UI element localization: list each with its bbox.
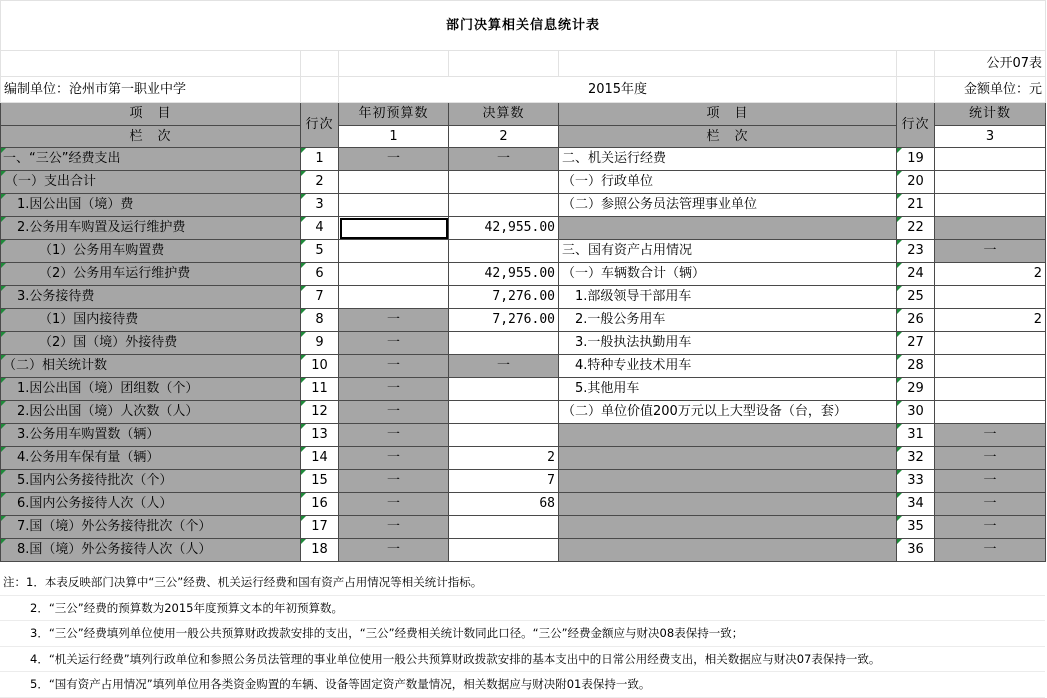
right-row-line-no[interactable]: 35 [897, 516, 935, 539]
right-row-line-no[interactable]: 25 [897, 286, 935, 309]
left-row-label[interactable]: （2）公务用车运行维护费 [1, 263, 301, 286]
final-amount-cell[interactable]: 7,276.00 [449, 309, 559, 332]
cell[interactable] [897, 51, 935, 77]
right-row-label[interactable] [559, 424, 897, 447]
right-row-label[interactable] [559, 539, 897, 562]
table-row [1, 217, 1046, 240]
left-row-line-no[interactable]: 3 [301, 194, 339, 217]
note-line: 注：1．本表反映部门决算中“三公”经费、机关运行经费和国有资产占用情况等相关统计指标。 [0, 570, 1045, 596]
left-row-line-no[interactable]: 18 [301, 539, 339, 562]
right-row-label[interactable]: 2.一般公务用车 [559, 309, 897, 332]
stat-count-cell[interactable]: 一 [935, 240, 1046, 263]
right-row-line-no[interactable]: 20 [897, 171, 935, 194]
final-amount-cell[interactable] [449, 194, 559, 217]
right-row-label[interactable]: 1.部级领导干部用车 [559, 286, 897, 309]
budget-cell[interactable]: 一 [339, 401, 449, 424]
left-row-line-no[interactable]: 13 [301, 424, 339, 447]
stat-count-cell[interactable] [935, 148, 1046, 171]
right-row-line-no[interactable]: 21 [897, 194, 935, 217]
left-row-line-no[interactable]: 4 [301, 217, 339, 240]
budget-cell[interactable]: 一 [339, 516, 449, 539]
right-row-label[interactable] [559, 516, 897, 539]
sheet-title: 部门决算相关信息统计表 [1, 1, 1046, 51]
budget-cell[interactable]: 一 [339, 470, 449, 493]
table-row [1, 378, 1046, 401]
right-row-line-no[interactable]: 19 [897, 148, 935, 171]
currency-label[interactable]: 金额单位：元 [935, 77, 1046, 103]
right-row-line-no[interactable]: 28 [897, 355, 935, 378]
header-stat-count[interactable]: 统计数 [935, 103, 1046, 126]
header-line-no[interactable]: 行次 [301, 103, 339, 148]
final-amount-cell[interactable]: 68 [449, 493, 559, 516]
final-amount-cell[interactable]: 42,955.00 [449, 263, 559, 286]
budget-cell[interactable]: 一 [339, 447, 449, 470]
budget-cell[interactable] [339, 263, 449, 286]
left-row-line-no[interactable]: 14 [301, 447, 339, 470]
table-row [1, 447, 1046, 470]
left-row-label[interactable]: 8.国（境）外公务接待人次（人） [1, 539, 301, 562]
table-row [1, 493, 1046, 516]
left-row-label[interactable]: 4.公务用车保有量（辆） [1, 447, 301, 470]
right-row-line-no[interactable]: 31 [897, 424, 935, 447]
cell[interactable] [897, 77, 935, 103]
budget-cell[interactable]: 一 [339, 539, 449, 562]
right-row-label[interactable]: 二、机关运行经费 [559, 148, 897, 171]
table-row [1, 332, 1046, 355]
right-row-label[interactable] [559, 470, 897, 493]
cell[interactable] [301, 77, 339, 103]
right-row-line-no[interactable]: 27 [897, 332, 935, 355]
header-item[interactable]: 项 目 [1, 103, 301, 126]
cell[interactable] [559, 51, 897, 77]
right-row-label[interactable]: （一）车辆数合计（辆） [559, 263, 897, 286]
right-row-label[interactable]: （二）参照公务员法管理事业单位 [559, 194, 897, 217]
right-row-label[interactable]: 5.其他用车 [559, 378, 897, 401]
left-row-label[interactable]: 2.因公出国（境）人次数（人） [1, 401, 301, 424]
table-row [1, 309, 1046, 332]
cell[interactable] [1, 51, 301, 77]
left-row-label[interactable]: （2）国（境）外接待费 [1, 332, 301, 355]
final-amount-cell[interactable]: 7,276.00 [449, 286, 559, 309]
right-row-label[interactable]: 3.一般执法执勤用车 [559, 332, 897, 355]
budget-cell[interactable]: 一 [339, 493, 449, 516]
left-row-label[interactable]: （二）相关统计数 [1, 355, 301, 378]
year-label[interactable]: 2015年度 [339, 77, 897, 103]
final-amount-cell[interactable]: 2 [449, 447, 559, 470]
note-line: 2．“三公”经费的预算数为2015年度预算文本的年初预算数。 [0, 596, 1045, 622]
unit-label[interactable]: 编制单位：沧州市第一职业中学 [1, 77, 301, 103]
header-budget-begin[interactable]: 年初预算数 [339, 103, 449, 126]
final-amount-cell[interactable]: 一 [449, 148, 559, 171]
table-row [1, 516, 1046, 539]
stat-count-cell[interactable] [935, 332, 1046, 355]
right-row-line-no[interactable]: 26 [897, 309, 935, 332]
stat-count-cell[interactable]: 一 [935, 424, 1046, 447]
left-row-label[interactable]: 1.因公出国（境）费 [1, 194, 301, 217]
table-row [1, 148, 1046, 171]
right-row-line-no[interactable]: 23 [897, 240, 935, 263]
note-line: 4．“机关运行经费”填列行政单位和参照公务员法管理的事业单位使用一般公共预算财政拨款安排的基本支出中的日常公用经费支出，相关数据应与财决07表保持一致。 [0, 647, 1045, 673]
left-row-label[interactable]: 3.公务用车购置数（辆） [1, 424, 301, 447]
table-row [1, 539, 1046, 562]
table-row [1, 240, 1046, 263]
left-row-line-no[interactable]: 5 [301, 240, 339, 263]
final-amount-cell[interactable] [449, 539, 559, 562]
header-line-no-right[interactable]: 行次 [897, 103, 935, 148]
right-row-label[interactable]: 4.特种专业技术用车 [559, 355, 897, 378]
right-row-line-no[interactable]: 24 [897, 263, 935, 286]
table-row [1, 401, 1046, 424]
final-amount-cell[interactable]: 7 [449, 470, 559, 493]
stat-count-cell[interactable] [935, 171, 1046, 194]
budget-cell[interactable] [339, 194, 449, 217]
cell[interactable] [301, 51, 339, 77]
left-row-line-no[interactable]: 17 [301, 516, 339, 539]
table-row [1, 286, 1046, 309]
left-row-label[interactable]: 5.国内公务接待批次（个） [1, 470, 301, 493]
right-row-line-no[interactable]: 33 [897, 470, 935, 493]
left-row-line-no[interactable]: 8 [301, 309, 339, 332]
stat-count-cell[interactable] [935, 401, 1046, 424]
form-code[interactable]: 公开07表 [935, 51, 1046, 77]
left-row-line-no[interactable]: 1 [301, 148, 339, 171]
final-amount-cell[interactable] [449, 401, 559, 424]
budget-cell[interactable]: 一 [339, 332, 449, 355]
left-row-label[interactable]: 1.因公出国（境）团组数（个） [1, 378, 301, 401]
stat-count-cell[interactable]: 一 [935, 493, 1046, 516]
budget-cell[interactable]: 一 [339, 378, 449, 401]
stat-count-cell[interactable] [935, 286, 1046, 309]
header-col3[interactable]: 3 [935, 126, 1046, 148]
final-amount-cell[interactable] [449, 378, 559, 401]
left-row-label[interactable]: 7.国（境）外公务接待批次（个） [1, 516, 301, 539]
budget-cell[interactable] [339, 171, 449, 194]
stat-count-cell[interactable]: 一 [935, 470, 1046, 493]
stat-count-cell[interactable]: 一 [935, 516, 1046, 539]
budget-cell[interactable]: 一 [339, 309, 449, 332]
table-row [1, 194, 1046, 217]
header-col1[interactable]: 1 [339, 126, 449, 148]
left-row-label[interactable]: 3.公务接待费 [1, 286, 301, 309]
stat-count-cell[interactable]: 一 [935, 447, 1046, 470]
left-row-line-no[interactable]: 12 [301, 401, 339, 424]
budget-cell[interactable]: 一 [339, 424, 449, 447]
stat-count-cell[interactable] [935, 355, 1046, 378]
notes-block [0, 570, 1045, 698]
table-row [1, 171, 1046, 194]
left-row-label[interactable]: 2.公务用车购置及运行维护费 [1, 217, 301, 240]
note-line: 3．“三公”经费填列单位使用一般公共预算财政拨款安排的支出，“三公”经费相关统计数同此口径。“三公”经费金额应与财决08表保持一致； [0, 621, 1045, 647]
right-row-label[interactable]: 三、国有资产占用情况 [559, 240, 897, 263]
right-row-line-no[interactable]: 36 [897, 539, 935, 562]
stat-count-cell[interactable] [935, 217, 1046, 240]
right-row-line-no[interactable]: 29 [897, 378, 935, 401]
right-row-line-no[interactable]: 30 [897, 401, 935, 424]
note-line: 5．“国有资产占用情况”填列单位用各类资金购置的车辆、设备等固定资产数量情况，相关数据应与财决附01表保持一致。 [0, 672, 1045, 698]
header-final-amount[interactable]: 决算数 [449, 103, 559, 126]
stat-count-cell[interactable] [935, 378, 1046, 401]
left-row-line-no[interactable]: 15 [301, 470, 339, 493]
left-row-label[interactable]: （一）支出合计 [1, 171, 301, 194]
right-row-line-no[interactable]: 34 [897, 493, 935, 516]
header-item-right[interactable]: 项 目 [559, 103, 897, 126]
final-amount-cell[interactable] [449, 424, 559, 447]
stat-count-cell[interactable]: 一 [935, 539, 1046, 562]
cell[interactable] [449, 51, 559, 77]
right-row-label[interactable]: （二）单位价值200万元以上大型设备（台，套） [559, 401, 897, 424]
left-row-line-no[interactable]: 2 [301, 171, 339, 194]
stat-count-cell[interactable]: 2 [935, 263, 1046, 286]
header-column-right[interactable]: 栏 次 [559, 126, 897, 148]
right-row-label[interactable] [559, 493, 897, 516]
budget-cell[interactable] [339, 240, 449, 263]
final-amount-cell[interactable] [449, 516, 559, 539]
table-row [1, 424, 1046, 447]
right-row-line-no[interactable]: 22 [897, 217, 935, 240]
cell[interactable] [339, 51, 449, 77]
table-row [1, 355, 1046, 378]
final-amount-cell[interactable]: 一 [449, 355, 559, 378]
final-amount-cell[interactable] [449, 332, 559, 355]
right-row-label[interactable]: （一）行政单位 [559, 171, 897, 194]
right-row-label[interactable] [559, 447, 897, 470]
left-row-line-no[interactable]: 9 [301, 332, 339, 355]
left-row-label[interactable]: （1）公务用车购置费 [1, 240, 301, 263]
left-row-label[interactable]: 一、“三公”经费支出 [1, 148, 301, 171]
left-row-label[interactable]: （1）国内接待费 [1, 309, 301, 332]
header-col2[interactable]: 2 [449, 126, 559, 148]
final-amount-cell[interactable] [449, 171, 559, 194]
final-amount-cell[interactable] [449, 240, 559, 263]
right-row-label[interactable] [559, 217, 897, 240]
left-row-line-no[interactable]: 6 [301, 263, 339, 286]
left-row-line-no[interactable]: 10 [301, 355, 339, 378]
right-row-line-no[interactable]: 32 [897, 447, 935, 470]
budget-cell[interactable] [339, 286, 449, 309]
budget-cell[interactable] [339, 217, 449, 240]
budget-cell[interactable]: 一 [339, 148, 449, 171]
header-column[interactable]: 栏 次 [1, 126, 301, 148]
stat-count-cell[interactable]: 2 [935, 309, 1046, 332]
left-row-line-no[interactable]: 7 [301, 286, 339, 309]
final-amount-cell[interactable]: 42,955.00 [449, 217, 559, 240]
left-row-line-no[interactable]: 11 [301, 378, 339, 401]
budget-cell[interactable]: 一 [339, 355, 449, 378]
stat-count-cell[interactable] [935, 194, 1046, 217]
table-row [1, 263, 1046, 286]
table-row [1, 470, 1046, 493]
left-row-line-no[interactable]: 16 [301, 493, 339, 516]
left-row-label[interactable]: 6.国内公务接待人次（人） [1, 493, 301, 516]
